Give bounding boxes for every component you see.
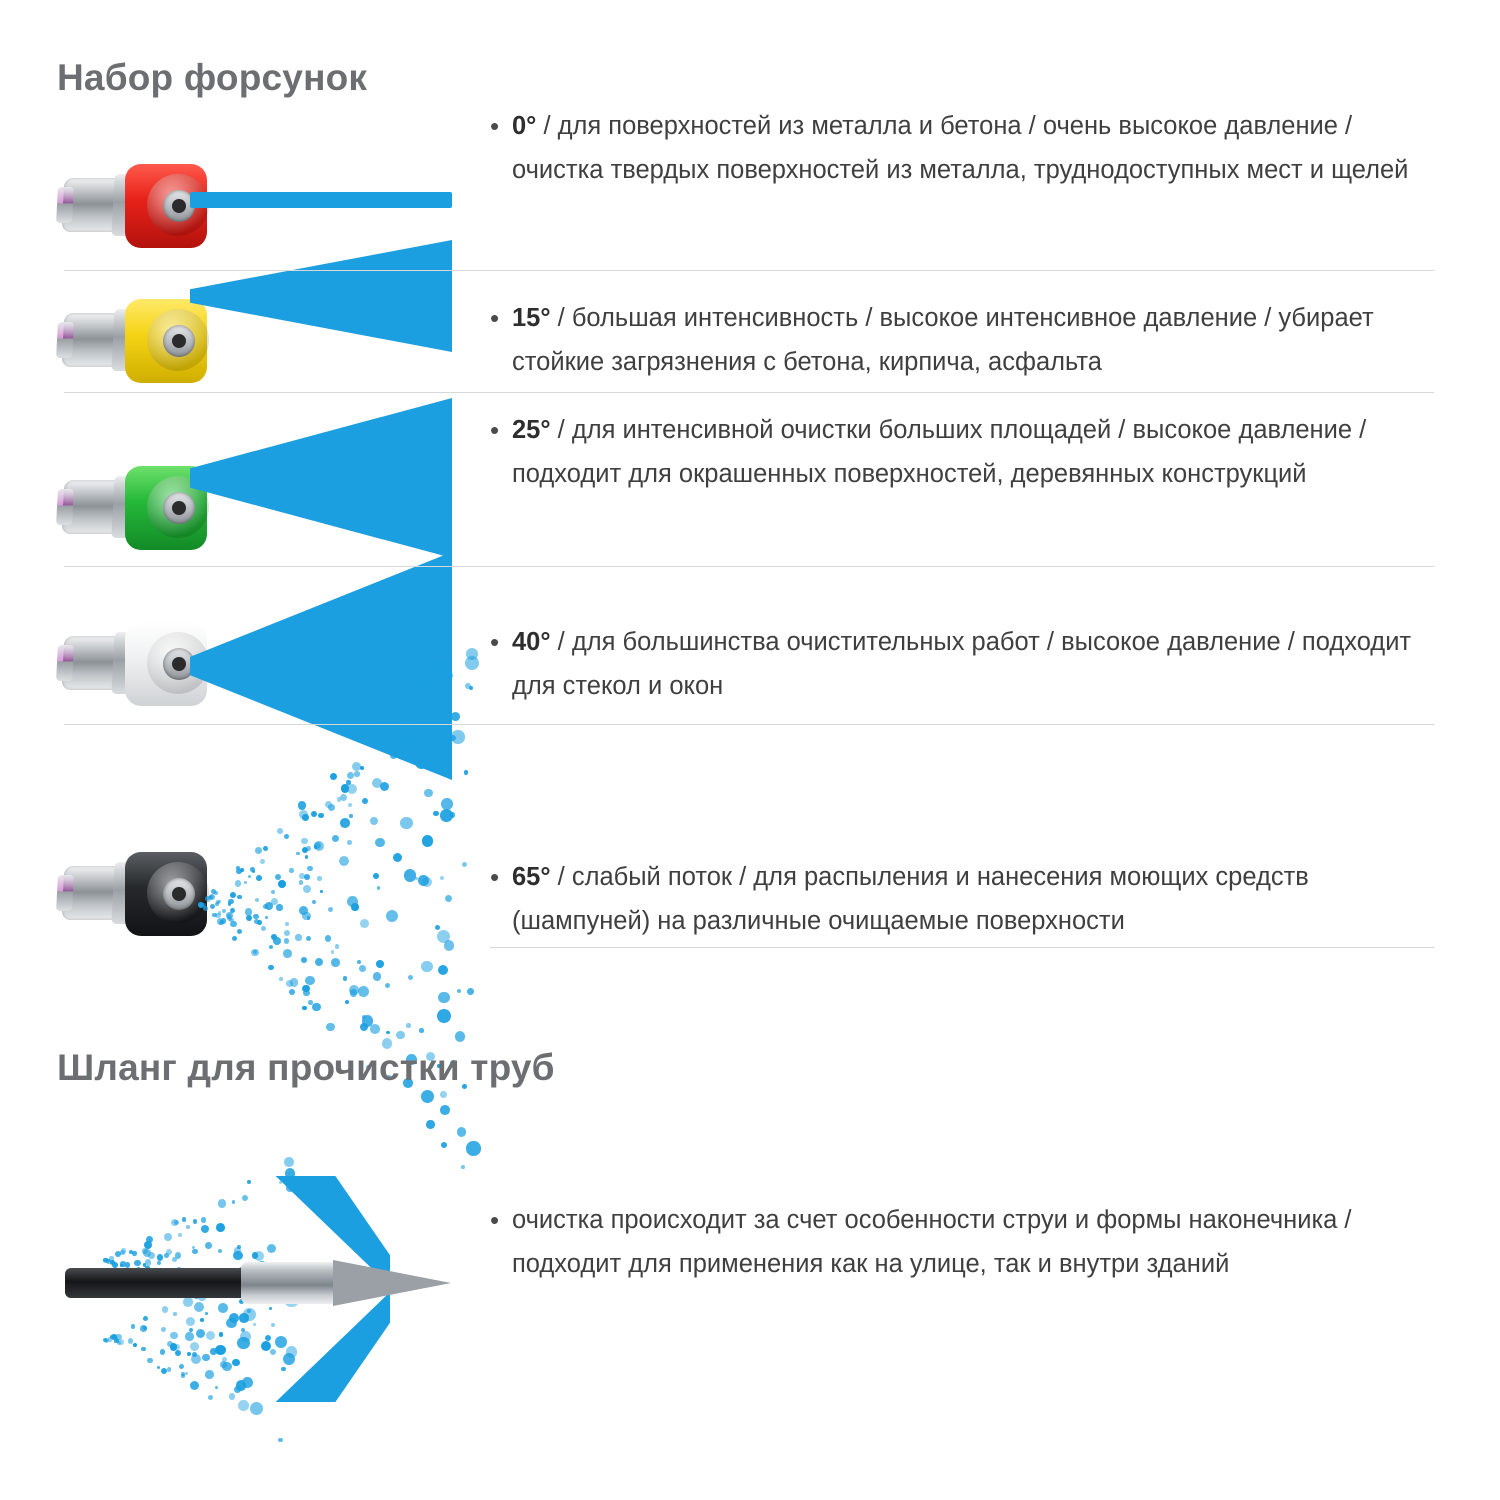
mist-dot bbox=[205, 1370, 214, 1379]
mist-dot bbox=[164, 1253, 169, 1258]
mist-dot bbox=[283, 949, 292, 958]
nozzle-description-text: / большая интенсивность / высокое интенсивное давление / убирает стойкие загрязнения с бетона, кирпича, асфальта bbox=[512, 304, 1374, 376]
mist-dot bbox=[349, 814, 352, 817]
mist-dot bbox=[256, 875, 262, 881]
mist-dot bbox=[441, 798, 453, 810]
hose-mist-lower bbox=[105, 1320, 305, 1460]
mist-dot bbox=[451, 712, 460, 721]
mist-dot bbox=[276, 904, 282, 910]
mist-dot bbox=[261, 926, 266, 931]
mist-dot bbox=[444, 940, 455, 951]
section-title-nozzles: Набор форсунок bbox=[57, 57, 368, 98]
mist-dot bbox=[347, 840, 352, 845]
mist-dot bbox=[464, 770, 469, 775]
nozzle-description-text: / для поверхностей из металла и бетона / очень высокое давление / очистка твердых поверхностей из металла, труднодоступных мест и щелей bbox=[512, 112, 1409, 184]
mist-dot bbox=[445, 895, 452, 902]
row-divider bbox=[490, 947, 1434, 948]
mist-dot bbox=[173, 1312, 177, 1316]
list-item bbox=[490, 296, 1450, 384]
mist-dot bbox=[350, 989, 357, 996]
mist-dot bbox=[232, 1200, 235, 1203]
mist-dot bbox=[131, 1324, 135, 1328]
mist-dot bbox=[203, 906, 208, 911]
mist-dot bbox=[278, 880, 286, 888]
mist-dot bbox=[339, 856, 349, 866]
mist-dot bbox=[146, 1236, 153, 1243]
mist-dot bbox=[285, 1168, 296, 1179]
bullet-icon: • bbox=[490, 862, 500, 892]
nozzle-angle-label: 65° bbox=[512, 863, 551, 891]
mist-dot bbox=[443, 754, 451, 762]
mist-dot bbox=[289, 989, 295, 995]
mist-dot bbox=[340, 818, 350, 828]
mist-dot bbox=[247, 1180, 251, 1184]
mist-dot bbox=[438, 965, 449, 976]
mist-dot bbox=[328, 907, 333, 912]
mist-dot bbox=[318, 813, 323, 818]
mist-dot bbox=[193, 1219, 198, 1224]
mist-dot bbox=[348, 803, 352, 807]
hose-mist-upper bbox=[105, 1140, 305, 1280]
mist-dot bbox=[304, 874, 310, 880]
mist-dot bbox=[358, 986, 369, 997]
mist-dot bbox=[157, 1254, 163, 1260]
mist-dot bbox=[440, 1091, 447, 1098]
row-divider bbox=[64, 392, 1434, 393]
mist-dot bbox=[255, 847, 262, 854]
mist-dot bbox=[375, 838, 384, 847]
mist-dot bbox=[157, 1366, 161, 1370]
mist-dot bbox=[248, 875, 251, 878]
list-item bbox=[490, 104, 1450, 192]
mist-dot bbox=[242, 1195, 248, 1201]
mist-dot bbox=[141, 1347, 146, 1352]
mist-dot bbox=[343, 976, 348, 981]
mist-dot bbox=[421, 1090, 434, 1103]
mist-dot bbox=[406, 1023, 411, 1028]
mist-dot bbox=[277, 828, 283, 834]
nozzle-description-15deg bbox=[512, 296, 1450, 384]
mist-dot bbox=[265, 1335, 271, 1341]
mist-dot bbox=[424, 789, 433, 798]
nozzle-angle-label: 25° bbox=[512, 416, 551, 444]
mist-dot bbox=[332, 835, 339, 842]
row-divider bbox=[64, 566, 1434, 567]
bullet-icon: • bbox=[490, 415, 500, 445]
mist-dot bbox=[133, 1343, 138, 1348]
mist-dot bbox=[284, 834, 289, 839]
nozzle-orifice bbox=[172, 501, 186, 515]
mist-dot bbox=[451, 730, 464, 743]
mist-dot bbox=[143, 1316, 148, 1321]
mist-dot bbox=[455, 1031, 466, 1042]
mist-dot bbox=[299, 880, 303, 884]
mist-dot bbox=[347, 772, 354, 779]
spray-pattern-0deg bbox=[190, 192, 452, 208]
mist-dot bbox=[351, 903, 358, 910]
mist-dot bbox=[186, 1225, 190, 1229]
hose-ferrule bbox=[241, 1262, 339, 1304]
mist-dot bbox=[415, 877, 418, 880]
mist-dot bbox=[109, 1256, 113, 1260]
mist-dot bbox=[284, 938, 290, 944]
mist-dot bbox=[147, 1358, 153, 1364]
mist-dot bbox=[179, 1364, 184, 1369]
mist-dot bbox=[380, 782, 389, 791]
mist-dot bbox=[232, 1359, 240, 1367]
mist-dot bbox=[379, 722, 386, 729]
mist-dot bbox=[325, 801, 332, 808]
mist-dot bbox=[404, 869, 417, 882]
mist-dot bbox=[263, 846, 268, 851]
mist-dot bbox=[255, 898, 259, 902]
nozzle-description-65deg bbox=[512, 855, 1450, 943]
mist-dot bbox=[345, 1000, 349, 1004]
mist-dot bbox=[183, 1297, 193, 1307]
mist-dot bbox=[302, 847, 308, 853]
mist-dot bbox=[335, 944, 339, 948]
mist-dot bbox=[162, 1306, 169, 1313]
mist-dot bbox=[295, 934, 301, 940]
bullet-icon: • bbox=[490, 627, 500, 657]
mist-dot bbox=[215, 1386, 219, 1390]
mist-dot bbox=[164, 1233, 172, 1241]
mist-dot bbox=[181, 1374, 184, 1377]
mist-dot bbox=[299, 873, 305, 879]
spray-pattern-65deg-mist bbox=[200, 760, 480, 1050]
mist-dot bbox=[268, 965, 273, 970]
mist-dot bbox=[440, 876, 444, 880]
nozzle-orifice bbox=[172, 334, 186, 348]
mist-dot bbox=[269, 945, 273, 949]
nozzle-orifice bbox=[172, 199, 186, 213]
mist-dot bbox=[242, 1377, 253, 1388]
mist-dot bbox=[190, 1381, 199, 1390]
mist-dot bbox=[218, 1303, 228, 1313]
mist-dot bbox=[202, 1354, 209, 1361]
mist-dot bbox=[305, 976, 314, 985]
mist-dot bbox=[185, 1332, 193, 1340]
mist-dot bbox=[160, 1349, 165, 1354]
mist-dot bbox=[237, 895, 242, 900]
mist-dot bbox=[167, 1367, 172, 1372]
section-title-hose: Шланг для прочистки труб bbox=[57, 1047, 555, 1088]
nozzle-angle-label: 40° bbox=[512, 628, 551, 656]
mist-dot bbox=[415, 756, 428, 769]
mist-dot bbox=[408, 975, 413, 980]
mist-dot bbox=[347, 784, 357, 794]
mist-dot bbox=[289, 868, 293, 872]
list-item bbox=[490, 855, 1450, 943]
mist-dot bbox=[279, 977, 282, 980]
mist-dot bbox=[370, 817, 378, 825]
mist-dot bbox=[185, 1372, 188, 1375]
mist-dot bbox=[437, 1009, 451, 1023]
mist-dot bbox=[283, 1396, 289, 1402]
mist-dot bbox=[186, 1317, 195, 1326]
mist-dot bbox=[216, 1223, 225, 1232]
nozzle-description-text: / для большинства очистительных работ / высокое давление / подходит для стекол и окон bbox=[512, 628, 1412, 700]
mist-dot bbox=[325, 935, 332, 942]
mist-dot bbox=[326, 1023, 335, 1032]
mist-dot bbox=[190, 1342, 199, 1351]
mist-dot bbox=[103, 1258, 107, 1262]
mist-dot bbox=[200, 1318, 204, 1322]
mist-dot bbox=[229, 1313, 239, 1323]
mist-dot bbox=[435, 925, 440, 930]
mist-dot bbox=[360, 919, 369, 928]
list-item bbox=[490, 620, 1450, 708]
mist-dot bbox=[269, 1307, 272, 1310]
nozzle-angle-label: 15° bbox=[512, 304, 551, 332]
mist-dot bbox=[218, 1199, 227, 1208]
nozzle-description-0deg bbox=[512, 104, 1450, 192]
mist-dot bbox=[192, 1249, 198, 1255]
mist-dot bbox=[161, 1327, 166, 1332]
mist-dot bbox=[352, 762, 361, 771]
bullet-icon: • bbox=[490, 111, 500, 141]
mist-dot bbox=[467, 988, 474, 995]
mist-dot bbox=[161, 1368, 167, 1374]
mist-dot bbox=[281, 1367, 285, 1371]
mist-dot bbox=[296, 852, 300, 856]
mist-dot bbox=[396, 1031, 405, 1040]
mist-dot bbox=[286, 1184, 294, 1192]
mist-dot bbox=[237, 929, 242, 934]
mist-dot bbox=[218, 900, 221, 903]
mist-dot bbox=[419, 1028, 423, 1032]
mist-dot bbox=[250, 1402, 263, 1415]
mist-dot bbox=[170, 1332, 178, 1340]
mist-dot bbox=[178, 1233, 182, 1237]
list-item bbox=[490, 408, 1450, 496]
mist-dot bbox=[240, 868, 244, 872]
mist-dot bbox=[140, 1325, 147, 1332]
mist-dot bbox=[121, 1248, 127, 1254]
nozzle-orifice bbox=[172, 657, 186, 671]
mist-dot bbox=[205, 1242, 212, 1249]
mist-dot bbox=[229, 1393, 236, 1400]
mist-dot bbox=[218, 911, 222, 915]
nozzle-description-40deg bbox=[512, 620, 1450, 708]
hose-tip-cone bbox=[333, 1260, 451, 1306]
mist-dot bbox=[354, 771, 359, 776]
row-divider bbox=[64, 270, 1434, 271]
spray-pattern-40deg bbox=[190, 552, 452, 780]
mist-dot bbox=[189, 1328, 193, 1332]
mist-dot bbox=[252, 1252, 259, 1259]
mist-dot bbox=[201, 1225, 209, 1233]
mist-dot bbox=[265, 916, 268, 919]
mist-dot bbox=[157, 1261, 161, 1265]
hose-illustration bbox=[45, 1120, 485, 1480]
nozzle-angle-label: 0° bbox=[512, 112, 537, 140]
mist-dot bbox=[385, 983, 390, 988]
mist-dot bbox=[386, 910, 398, 922]
mist-dot bbox=[209, 895, 213, 899]
mist-dot bbox=[376, 960, 384, 968]
mist-dot bbox=[400, 817, 413, 830]
mist-dot bbox=[440, 809, 453, 822]
mist-dot bbox=[284, 930, 290, 936]
mist-dot bbox=[399, 738, 407, 746]
nozzle-orifice bbox=[172, 887, 186, 901]
mist-dot bbox=[218, 1249, 222, 1253]
mist-dot bbox=[330, 773, 337, 780]
mist-dot bbox=[377, 886, 381, 890]
mist-dot bbox=[359, 965, 366, 972]
mist-dot bbox=[230, 892, 236, 898]
mist-dot bbox=[182, 1217, 186, 1221]
mist-dot bbox=[308, 1000, 312, 1004]
mist-dot bbox=[362, 798, 368, 804]
mist-dot bbox=[447, 672, 453, 678]
hose-body bbox=[65, 1268, 265, 1298]
mist-dot bbox=[317, 876, 322, 881]
mist-dot bbox=[208, 1395, 213, 1400]
mist-dot bbox=[232, 936, 237, 941]
mist-dot bbox=[422, 835, 433, 846]
hose-description: очистка происходит за счет особенности струи и формы наконечника / подходит для применения как на улице, так и внутри зданий bbox=[512, 1206, 1352, 1278]
nozzle-description-25deg bbox=[512, 408, 1450, 496]
mist-dot bbox=[267, 1244, 276, 1253]
mist-dot bbox=[237, 1245, 241, 1249]
mist-dot bbox=[393, 853, 402, 862]
mist-dot bbox=[315, 958, 323, 966]
mist-dot bbox=[302, 985, 309, 992]
mist-dot bbox=[134, 1260, 140, 1266]
mist-dot bbox=[194, 1302, 204, 1312]
mist-dot bbox=[205, 1312, 208, 1315]
mist-dot bbox=[312, 1003, 321, 1012]
list-item bbox=[490, 1198, 1450, 1286]
mist-dot bbox=[462, 862, 467, 867]
mist-dot bbox=[104, 1338, 110, 1344]
mist-dot bbox=[275, 874, 281, 880]
mist-dot bbox=[246, 915, 252, 921]
mist-dot bbox=[278, 1438, 283, 1443]
mist-dot bbox=[175, 1252, 182, 1259]
mist-dot bbox=[196, 1329, 205, 1338]
mist-dot bbox=[120, 1261, 126, 1267]
mist-dot bbox=[331, 958, 340, 967]
mist-dot bbox=[265, 902, 273, 910]
mist-dot bbox=[238, 1400, 249, 1411]
mist-dot bbox=[253, 1323, 257, 1327]
mist-dot bbox=[228, 902, 231, 905]
mist-dot bbox=[373, 873, 380, 880]
mist-dot bbox=[386, 1031, 389, 1034]
mist-dot bbox=[244, 881, 247, 884]
mist-dot bbox=[357, 960, 361, 964]
mist-dot bbox=[373, 972, 381, 980]
nozzle-description-text: / слабый поток / для распыления и нанесения моющих средств (шампуней) на различные очищаемые поверхности bbox=[512, 863, 1309, 935]
mist-dot bbox=[340, 794, 347, 801]
mist-dot bbox=[390, 752, 397, 759]
mist-dot bbox=[227, 914, 231, 918]
mist-dot bbox=[206, 1331, 215, 1340]
mist-dot bbox=[235, 880, 241, 886]
mist-dot bbox=[254, 919, 259, 924]
mist-dot bbox=[320, 890, 323, 893]
mist-dot bbox=[306, 936, 311, 941]
mist-dot bbox=[271, 890, 275, 894]
mist-dot bbox=[307, 866, 312, 871]
mist-dot bbox=[303, 885, 311, 893]
bullet-icon: • bbox=[490, 1205, 500, 1235]
mist-dot bbox=[174, 1220, 179, 1225]
mist-dot bbox=[212, 913, 217, 918]
nozzle-description-text: / для интенсивной очистки больших площадей / высокое давление / подходит для окрашенных поверхностей, деревянных конструкций bbox=[512, 416, 1367, 488]
nozzle-collar-black bbox=[125, 852, 207, 936]
mist-dot bbox=[301, 957, 307, 963]
mist-dot bbox=[433, 811, 438, 816]
mist-dot bbox=[298, 801, 307, 810]
mist-dot bbox=[305, 855, 309, 859]
mist-dot bbox=[260, 859, 265, 864]
mist-dot bbox=[457, 989, 461, 993]
mist-dot bbox=[439, 659, 452, 672]
mist-dot bbox=[284, 1157, 294, 1167]
mist-dot bbox=[279, 1181, 283, 1185]
mist-dot bbox=[311, 811, 317, 817]
mist-dot bbox=[271, 934, 277, 940]
bullet-icon: • bbox=[490, 303, 500, 333]
mist-dot bbox=[145, 1259, 151, 1265]
mist-dot bbox=[312, 900, 316, 904]
mist-dot bbox=[421, 961, 433, 973]
mist-dot bbox=[302, 1006, 307, 1011]
mist-dot bbox=[469, 686, 473, 690]
mist-dot bbox=[438, 992, 449, 1003]
mist-dot bbox=[331, 950, 335, 954]
mist-dot bbox=[237, 1337, 249, 1349]
mist-dot bbox=[219, 1332, 223, 1336]
row-divider bbox=[64, 724, 1434, 725]
mist-dot bbox=[440, 1105, 449, 1114]
mist-dot bbox=[201, 1217, 206, 1222]
nozzle-collar-yellow bbox=[125, 299, 207, 383]
mist-dot bbox=[175, 1350, 181, 1356]
mist-dot bbox=[187, 1352, 191, 1356]
mist-dot bbox=[301, 838, 307, 844]
mist-dot bbox=[215, 1345, 225, 1355]
mist-dot bbox=[285, 922, 289, 926]
